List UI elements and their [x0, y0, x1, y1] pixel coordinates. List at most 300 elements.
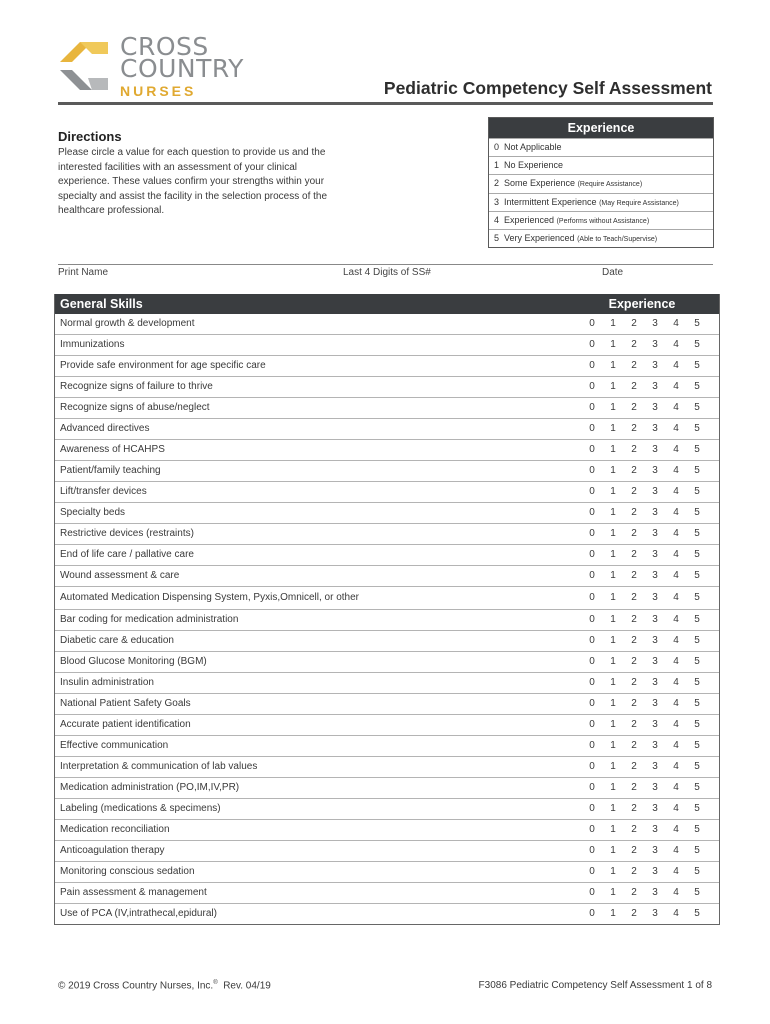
rating-option[interactable]: 2 — [631, 402, 637, 413]
table-row — [55, 502, 719, 523]
skill-label: Patient/family teaching — [60, 465, 161, 476]
rating-scale — [577, 736, 715, 756]
experience-legend — [488, 117, 714, 248]
table-row — [55, 586, 719, 609]
rating-option[interactable]: 2 — [631, 677, 637, 688]
skill-label: Anticoagulation therapy — [60, 845, 165, 856]
rating-option[interactable]: 0 — [589, 782, 595, 793]
rating-option[interactable]: 2 — [631, 698, 637, 709]
rating-option[interactable]: 0 — [589, 719, 595, 730]
rating-option[interactable]: 4 — [673, 528, 679, 539]
skill-label: Normal growth & development — [60, 318, 195, 329]
rating-scale — [577, 482, 715, 502]
rating-option[interactable]: 4 — [673, 549, 679, 560]
rating-option[interactable]: 1 — [610, 465, 616, 476]
table-row — [55, 714, 719, 735]
rating-option[interactable]: 1 — [610, 444, 616, 455]
rating-option[interactable]: 3 — [652, 908, 658, 919]
rating-option[interactable]: 3 — [652, 402, 658, 413]
rating-option[interactable]: 3 — [652, 761, 658, 772]
rating-option[interactable]: 1 — [610, 486, 616, 497]
date-field[interactable]: Date — [602, 267, 624, 278]
rating-option[interactable]: 2 — [631, 549, 637, 560]
rating-option[interactable]: 0 — [589, 570, 595, 581]
rating-option[interactable]: 1 — [610, 528, 616, 539]
rating-option[interactable]: 3 — [652, 465, 658, 476]
table-row — [55, 798, 719, 819]
rating-option[interactable]: 1 — [610, 908, 616, 919]
rating-option[interactable]: 3 — [652, 887, 658, 898]
rating-option[interactable]: 5 — [694, 761, 700, 772]
rating-option[interactable]: 4 — [673, 635, 679, 646]
rating-option[interactable]: 4 — [673, 782, 679, 793]
skill-label: Recognize signs of failure to thrive — [60, 381, 213, 392]
skill-label: Medication reconciliation — [60, 824, 170, 835]
legend-item — [489, 229, 713, 247]
rating-option[interactable]: 5 — [694, 507, 700, 518]
rating-option[interactable]: 2 — [631, 866, 637, 877]
rating-scale — [577, 799, 715, 819]
rating-option[interactable]: 2 — [631, 908, 637, 919]
rating-option[interactable]: 1 — [610, 824, 616, 835]
rating-option[interactable]: 0 — [589, 803, 595, 814]
table-row — [55, 819, 719, 840]
rating-scale — [577, 314, 715, 334]
rating-scale — [577, 715, 715, 735]
rating-option[interactable]: 2 — [631, 444, 637, 455]
rating-option[interactable]: 2 — [631, 465, 637, 476]
rating-option[interactable]: 3 — [652, 740, 658, 751]
rating-option[interactable]: 2 — [631, 782, 637, 793]
title-divider — [58, 102, 713, 105]
print-name-field[interactable]: Print Name — [58, 267, 109, 278]
rating-option[interactable]: 5 — [694, 803, 700, 814]
skill-label: Immunizations — [60, 339, 125, 350]
rating-option[interactable]: 2 — [631, 423, 637, 434]
rating-option[interactable]: 3 — [652, 592, 658, 603]
legend-heading: Experience — [489, 118, 713, 138]
table-row — [55, 397, 719, 418]
skill-label: Insulin administration — [60, 677, 154, 688]
rating-option[interactable]: 4 — [673, 465, 679, 476]
rating-option[interactable]: 5 — [694, 360, 700, 371]
table-row — [55, 651, 719, 672]
skill-label: Effective communication — [60, 740, 169, 751]
rating-option[interactable]: 5 — [694, 845, 700, 856]
logo-line-1: CROSS — [120, 32, 209, 61]
rating-option[interactable]: 3 — [652, 486, 658, 497]
rating-option[interactable]: 1 — [610, 339, 616, 350]
rating-scale — [577, 694, 715, 714]
rating-option[interactable]: 3 — [652, 656, 658, 667]
rating-scale — [577, 587, 715, 609]
rating-option[interactable]: 4 — [673, 761, 679, 772]
rating-option[interactable]: 3 — [652, 360, 658, 371]
rating-option[interactable]: 0 — [589, 592, 595, 603]
footer-copyright — [58, 980, 271, 991]
table-row — [55, 756, 719, 777]
rating-option[interactable]: 2 — [631, 887, 637, 898]
rating-option[interactable]: 4 — [673, 656, 679, 667]
rating-option[interactable]: 3 — [652, 677, 658, 688]
rating-option[interactable]: 3 — [652, 845, 658, 856]
legend-item-label: 3 Intermittent Experience — [494, 196, 597, 207]
rating-option[interactable]: 1 — [610, 887, 616, 898]
rating-option[interactable]: 3 — [652, 719, 658, 730]
rating-scale — [577, 524, 715, 544]
rating-option[interactable]: 0 — [589, 845, 595, 856]
rating-option[interactable]: 2 — [631, 824, 637, 835]
rating-option[interactable]: 0 — [589, 402, 595, 413]
table-row — [55, 882, 719, 903]
rating-scale — [577, 862, 715, 882]
rating-option[interactable]: 1 — [610, 635, 616, 646]
legend-item-label: 2 Some Experience — [494, 178, 576, 189]
rating-option[interactable]: 5 — [694, 866, 700, 877]
rating-option[interactable]: 0 — [589, 549, 595, 560]
skill-label: Monitoring conscious sedation — [60, 866, 195, 877]
rating-option[interactable]: 4 — [673, 423, 679, 434]
rating-option[interactable]: 2 — [631, 381, 637, 392]
skill-label: Specialty beds — [60, 507, 126, 518]
skill-label: Provide safe environment for age specific care — [60, 360, 266, 371]
legend-item-label: 1 No Experience — [494, 160, 564, 171]
table-row — [55, 840, 719, 861]
rating-scale — [577, 419, 715, 439]
table-row — [55, 735, 719, 756]
registered-mark: ® — [213, 980, 218, 986]
rating-option[interactable]: 4 — [673, 887, 679, 898]
rating-option[interactable]: 2 — [631, 614, 637, 625]
experience-column-title: Experience — [608, 297, 676, 311]
rating-scale — [577, 545, 715, 565]
rating-option[interactable]: 3 — [652, 570, 658, 581]
rating-option[interactable]: 1 — [610, 761, 616, 772]
rating-option[interactable]: 1 — [610, 845, 616, 856]
rating-option[interactable]: 1 — [610, 614, 616, 625]
rating-option[interactable]: 2 — [631, 570, 637, 581]
rating-option[interactable]: 3 — [652, 423, 658, 434]
rating-option[interactable]: 0 — [589, 444, 595, 455]
rating-scale — [577, 566, 715, 586]
skill-label: End of life care / pallative care — [60, 549, 194, 560]
legend-item — [489, 174, 713, 192]
rating-option[interactable]: 2 — [631, 761, 637, 772]
rating-option[interactable]: 3 — [652, 549, 658, 560]
rating-option[interactable]: 1 — [610, 592, 616, 603]
rating-scale — [577, 440, 715, 460]
rating-option[interactable]: 2 — [631, 318, 637, 329]
rating-option[interactable]: 1 — [610, 549, 616, 560]
rating-option[interactable]: 5 — [694, 824, 700, 835]
rating-option[interactable]: 0 — [589, 887, 595, 898]
rating-option[interactable]: 3 — [652, 318, 658, 329]
table-row — [55, 544, 719, 565]
rating-option[interactable]: 5 — [694, 782, 700, 793]
rating-option[interactable]: 0 — [589, 507, 595, 518]
skill-label: Lift/transfer devices — [60, 486, 147, 497]
rating-option[interactable]: 1 — [610, 866, 616, 877]
skill-label: Advanced directives — [60, 423, 150, 434]
skill-label: Automated Medication Dispensing System, Pyxis,Omnicell, or other — [60, 592, 360, 603]
rating-option[interactable]: 4 — [673, 402, 679, 413]
skill-label: Restrictive devices (restraints) — [60, 528, 194, 539]
table-row — [55, 314, 719, 334]
rating-scale — [577, 778, 715, 798]
rating-scale — [577, 820, 715, 840]
rating-option[interactable]: 3 — [652, 507, 658, 518]
skills-table — [54, 294, 720, 925]
rating-option[interactable]: 5 — [694, 486, 700, 497]
rating-option[interactable]: 1 — [610, 677, 616, 688]
legend-item-note: (May Require Assistance) — [599, 199, 679, 207]
rating-option[interactable]: 5 — [694, 318, 700, 329]
rating-option[interactable]: 0 — [589, 824, 595, 835]
table-row — [55, 439, 719, 460]
rating-option[interactable]: 2 — [631, 635, 637, 646]
rating-option[interactable]: 0 — [589, 635, 595, 646]
skill-label: Diabetic care & education — [60, 635, 174, 646]
rating-option[interactable]: 4 — [673, 570, 679, 581]
rating-option[interactable]: 1 — [610, 740, 616, 751]
rating-option[interactable]: 0 — [589, 360, 595, 371]
logo-line-3: NURSES — [120, 83, 197, 99]
rating-option[interactable]: 0 — [589, 528, 595, 539]
rating-option[interactable]: 4 — [673, 614, 679, 625]
rating-option[interactable]: 3 — [652, 635, 658, 646]
rating-option[interactable]: 4 — [673, 381, 679, 392]
rating-option[interactable]: 5 — [694, 698, 700, 709]
rating-option[interactable]: 5 — [694, 887, 700, 898]
rating-option[interactable]: 4 — [673, 507, 679, 518]
rating-scale — [577, 610, 715, 630]
rating-option[interactable]: 5 — [694, 549, 700, 560]
logo-wordmark — [120, 32, 244, 100]
rating-option[interactable]: 3 — [652, 866, 658, 877]
legend-item-note: (Require Assistance) — [577, 181, 643, 189]
rating-scale — [577, 757, 715, 777]
rating-option[interactable]: 2 — [631, 740, 637, 751]
table-row — [55, 693, 719, 714]
table-row — [55, 861, 719, 882]
table-row — [55, 481, 719, 502]
skill-label: Pain assessment & management — [60, 887, 207, 898]
rating-scale — [577, 631, 715, 651]
rating-option[interactable]: 5 — [694, 719, 700, 730]
rating-option[interactable]: 3 — [652, 803, 658, 814]
skill-label: Wound assessment & care — [60, 570, 180, 581]
table-row — [55, 376, 719, 397]
skill-label: National Patient Safety Goals — [60, 698, 191, 709]
rating-option[interactable]: 0 — [589, 677, 595, 688]
table-header — [55, 294, 719, 314]
table-row — [55, 334, 719, 355]
logo-line-2: COUNTRY — [120, 54, 244, 83]
rating-option[interactable]: 5 — [694, 423, 700, 434]
directions-text: Please circle a value for each question to provide us and the interested facilities with an assessment of your clinical experience. These values confirm your strengths within your specialty and assist the facility in the selection process of the healthcare professional. — [58, 147, 328, 216]
rating-option[interactable]: 1 — [610, 570, 616, 581]
rating-option[interactable]: 4 — [673, 592, 679, 603]
skill-label: Blood Glucose Monitoring (BGM) — [60, 656, 207, 667]
rating-scale — [577, 503, 715, 523]
rating-option[interactable]: 0 — [589, 866, 595, 877]
rating-option[interactable]: 1 — [610, 423, 616, 434]
company-logo — [58, 32, 258, 99]
rating-option[interactable]: 5 — [694, 592, 700, 603]
rating-option[interactable]: 5 — [694, 614, 700, 625]
table-row — [55, 672, 719, 693]
rating-scale — [577, 841, 715, 861]
rating-scale — [577, 883, 715, 903]
rating-option[interactable]: 2 — [631, 719, 637, 730]
rating-option[interactable]: 1 — [610, 318, 616, 329]
rating-scale — [577, 356, 715, 376]
rating-option[interactable]: 4 — [673, 677, 679, 688]
rating-option[interactable]: 3 — [652, 698, 658, 709]
footer-form-id: F3086 Pediatric Competency Self Assessment 1 of 8 — [478, 980, 712, 991]
legend-item-note: (Able to Teach/Supervise) — [577, 235, 658, 243]
table-row — [55, 523, 719, 544]
rating-option[interactable]: 2 — [631, 486, 637, 497]
rating-option[interactable]: 5 — [694, 465, 700, 476]
table-row — [55, 903, 719, 924]
rating-option[interactable]: 5 — [694, 677, 700, 688]
legend-item — [489, 193, 713, 211]
rating-option[interactable]: 0 — [589, 339, 595, 350]
rating-scale — [577, 377, 715, 397]
rating-scale — [577, 461, 715, 481]
rating-scale — [577, 904, 715, 924]
rating-option[interactable]: 2 — [631, 803, 637, 814]
skill-label: Awareness of HCAHPS — [60, 444, 165, 455]
rating-scale — [577, 335, 715, 355]
rating-option[interactable]: 1 — [610, 719, 616, 730]
rating-option[interactable]: 4 — [673, 339, 679, 350]
directions-heading: Directions — [58, 129, 122, 144]
rating-scale — [577, 673, 715, 693]
rating-scale — [577, 652, 715, 672]
rating-option[interactable]: 3 — [652, 614, 658, 625]
skill-label: Medication administration (PO,IM,IV,PR) — [60, 782, 240, 793]
rating-option[interactable]: 1 — [610, 402, 616, 413]
skill-label: Interpretation & communication of lab values — [60, 761, 258, 772]
rating-option[interactable]: 2 — [631, 360, 637, 371]
rating-option[interactable]: 0 — [589, 656, 595, 667]
rating-option[interactable]: 3 — [652, 824, 658, 835]
rating-option[interactable]: 5 — [694, 635, 700, 646]
rating-option[interactable]: 4 — [673, 824, 679, 835]
rating-option[interactable]: 2 — [631, 507, 637, 518]
ssn-field[interactable]: Last 4 Digits of SS# — [343, 267, 431, 278]
rating-option[interactable]: 5 — [694, 570, 700, 581]
rating-option[interactable]: 0 — [589, 318, 595, 329]
rating-option[interactable]: 3 — [652, 444, 658, 455]
rating-option[interactable]: 0 — [589, 486, 595, 497]
rating-option[interactable]: 4 — [673, 866, 679, 877]
rating-option[interactable]: 1 — [610, 656, 616, 667]
rating-option[interactable]: 4 — [673, 908, 679, 919]
skill-label: Labeling (medications & specimens) — [60, 803, 221, 814]
rating-option[interactable]: 5 — [694, 381, 700, 392]
skill-label: Accurate patient identification — [60, 719, 191, 730]
copyright-text: © 2019 Cross Country Nurses, Inc. — [58, 980, 214, 992]
cross-country-logo-icon — [58, 40, 110, 92]
rating-option[interactable]: 2 — [631, 656, 637, 667]
rating-option[interactable]: 1 — [610, 698, 616, 709]
rating-option[interactable]: 4 — [673, 360, 679, 371]
rating-option[interactable]: 3 — [652, 339, 658, 350]
rating-option[interactable]: 1 — [610, 782, 616, 793]
legend-item-label: 4 Experienced — [494, 214, 555, 225]
table-row — [55, 355, 719, 376]
rating-option[interactable]: 4 — [673, 444, 679, 455]
rating-option[interactable]: 5 — [694, 402, 700, 413]
rating-option[interactable]: 3 — [652, 782, 658, 793]
fields-divider — [58, 264, 713, 265]
legend-item-note: (Performs without Assistance) — [556, 217, 650, 225]
legend-item — [489, 211, 713, 229]
rating-option[interactable]: 1 — [610, 360, 616, 371]
rating-option[interactable]: 1 — [610, 381, 616, 392]
rating-option[interactable]: 3 — [652, 528, 658, 539]
rating-option[interactable]: 4 — [673, 803, 679, 814]
revision-text: Rev. 04/19 — [217, 980, 271, 992]
rating-option[interactable]: 5 — [694, 444, 700, 455]
rating-option[interactable]: 0 — [589, 423, 595, 434]
rating-scale — [577, 398, 715, 418]
rating-option[interactable]: 5 — [694, 339, 700, 350]
rating-option[interactable]: 5 — [694, 740, 700, 751]
rating-option[interactable]: 4 — [673, 318, 679, 329]
rating-option[interactable]: 0 — [589, 761, 595, 772]
rating-option[interactable]: 2 — [631, 845, 637, 856]
table-row — [55, 418, 719, 439]
rating-option[interactable]: 0 — [589, 740, 595, 751]
table-row — [55, 630, 719, 651]
page-title: Pediatric Competency Self Assessment — [383, 78, 712, 98]
rating-option[interactable]: 5 — [694, 656, 700, 667]
legend-item-label: 0 Not Applicable — [494, 142, 562, 152]
rating-option[interactable]: 2 — [631, 592, 637, 603]
rating-option[interactable]: 4 — [673, 719, 679, 730]
legend-item — [489, 138, 713, 156]
section-title: General Skills — [60, 297, 143, 311]
skill-label: Recognize signs of abuse/neglect — [60, 402, 210, 413]
table-row — [55, 777, 719, 798]
rating-option[interactable]: 5 — [694, 528, 700, 539]
rating-option[interactable]: 1 — [610, 507, 616, 518]
rating-option[interactable]: 4 — [673, 698, 679, 709]
rating-option[interactable]: 4 — [673, 845, 679, 856]
rating-option[interactable]: 5 — [694, 908, 700, 919]
skill-label: Use of PCA (IV,intrathecal,epidural) — [60, 908, 217, 919]
rating-option[interactable]: 0 — [589, 614, 595, 625]
rating-option[interactable]: 1 — [610, 803, 616, 814]
rating-option[interactable]: 4 — [673, 486, 679, 497]
table-row — [55, 565, 719, 586]
rating-option[interactable]: 2 — [631, 528, 637, 539]
table-row — [55, 609, 719, 630]
legend-item-label: 5 Very Experienced — [494, 232, 575, 243]
rating-option[interactable]: 0 — [589, 465, 595, 476]
rating-option[interactable]: 0 — [589, 698, 595, 709]
rating-option[interactable]: 0 — [589, 908, 595, 919]
table-row — [55, 460, 719, 481]
rating-option[interactable]: 4 — [673, 740, 679, 751]
rating-option[interactable]: 3 — [652, 381, 658, 392]
rating-option[interactable]: 2 — [631, 339, 637, 350]
rating-option[interactable]: 0 — [589, 381, 595, 392]
